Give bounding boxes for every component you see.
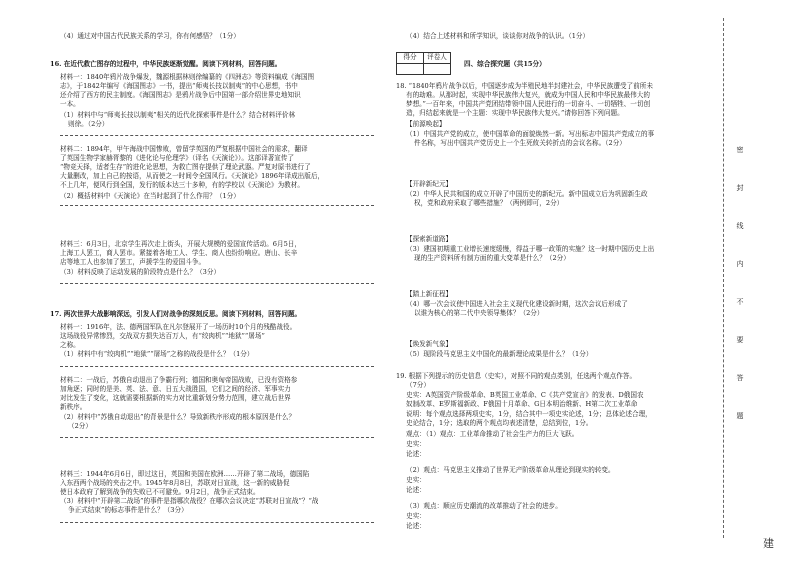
q17-m3-l1: 材料三：1944年6月6日，即过这日，英国和美国在欧洲……开辟了第二战场，德国陷: [60, 470, 310, 478]
q19-facts-l1: 史实：A英国资产阶级革命、B英国工业革命、C《共产党宣言》的发表、D俄国农: [406, 391, 644, 399]
q17-m3-l2: 入东西两个战场的夹击之中。1945年8月8日，苏联对日宣战，这一新的威胁促: [60, 479, 290, 487]
answer-line: [60, 283, 374, 284]
answer-line: [60, 205, 374, 206]
q19-view1-argue: 论述：: [406, 450, 426, 458]
q16-m1-l1: 材料一：1840年鸦片战争爆发，魏源根据林则徐编纂的《四洲志》等资料编成《海国图: [60, 73, 315, 81]
q17-2-l2: （2分）: [68, 422, 92, 430]
q16-m3-l3: 店等地工人也参加了罢工，声援学生的爱国斗争。: [60, 258, 206, 266]
q19-note-l2: 史论结合，1分；选取的两个观点均表述清楚，总结到位，1分。: [406, 419, 593, 427]
q19-view1-fact: 史实：: [406, 440, 426, 448]
q19-facts-l2: 奴制改革、E罗斯福新政、F俄国十月革命、G日本明治维新、H第二次工业革命: [406, 400, 638, 408]
q16-m3-l1: 材料三：6月3日，北京学生再次走上街头，开展大规模的爱国宣传活动。6月5日，: [60, 240, 301, 248]
q18-5: （5）现阶段马克思主义中国化的最新理论成果是什么？（1分）: [406, 350, 593, 358]
q17-m2-l4: 新秩序。: [60, 403, 87, 411]
q16-m2-l3: “物竞天择，适者生存”的进化论思想，为救亡图存提供了理论武器。严复对原书进行了: [60, 163, 311, 171]
q18-4-l1: （4）哪一次会议使中国进入社会主义现代化建设新时期，这次会议后形成了: [406, 300, 628, 308]
q18-h4: 【踏上新征程】: [406, 290, 453, 298]
answer-line: [60, 522, 374, 523]
q16-m1-l4: 一本。: [60, 100, 80, 108]
q19-view2-fact: 史实：: [406, 476, 426, 484]
answer-line: [60, 437, 374, 438]
q16-1-l1: （1）材料中与“师夷长技以制夷”相关的近代化探索事件是什么？结合材料评价林: [60, 111, 296, 119]
q18-h2: 【开辟新纪元】: [406, 180, 453, 188]
q18-2-l2: 权，党和政府采取了哪些措施？（两例即可，2分）: [414, 199, 564, 207]
q15-4: （4）通过对中国古代民族关系的学习，你有何感悟？（1分）: [60, 32, 240, 40]
seal-char: 不: [736, 298, 744, 306]
q16-m2-l4: 大量删改，加上自己的按语，从而使之一时间令全国风行。《天演论》1896年译成出版后，: [60, 172, 325, 180]
q18-1-l1: （1）中国共产党的成立，使中国革命的面貌焕然一新。写出标志中国共产党成立的事: [406, 130, 655, 138]
q18-h5: 【焕发新气象】: [406, 340, 453, 348]
score-table: [396, 52, 451, 75]
q17-stem: 17. 两次世界大战影响深远，引发人们对战争的深刻反思。阅读下列材料，回答问题。: [50, 310, 302, 318]
seal-char: 答: [736, 374, 744, 382]
q19-view3-argue: 论述：: [406, 522, 426, 530]
q18-h3: 【探索新道路】: [406, 235, 453, 243]
q16-stem: 16. 在近代救亡图存的过程中，中华民族逐渐觉醒。阅读下列材料，回答问题。: [50, 60, 282, 68]
answer-line: [60, 366, 374, 367]
section-four-heading: 四、综合探究题（共15分）: [464, 60, 546, 68]
q18-4-l2: 以谁为核心的第二代中央领导集体？（2分）: [414, 309, 544, 317]
q19-view2: （2）观点：马克思主义推动了世界无产阶级革命从理论到现实的转变。: [406, 466, 615, 474]
grader-cell: [424, 64, 451, 75]
binding-line: [723, 18, 724, 538]
q16-m2-l5: 不上几年，便风行到全国，发行的版本达三十多种，有的学校以《天演论》为教材。: [60, 181, 304, 189]
q16-1-l2: 则徐。（2分）: [68, 120, 109, 128]
seal-char: 内: [736, 260, 744, 268]
q18-2-l1: （2）中华人民共和国的成立开辟了中国历史的新纪元。新中国成立后为巩固新生政: [406, 190, 648, 198]
q17-m1-l2: 这场战役异常惨烈，交战双方损失达百万人，有“绞肉机”“地狱”“屠场”: [60, 332, 265, 340]
q17-m3-l3: 使日本政府了解到战争的失败已不可避免。9月2日，战争正式结束。: [60, 488, 260, 496]
q17-m1-l1: 材料一：1916年，法、德两国军队在凡尔登展开了一场历时10个月的残酷战役。: [60, 323, 297, 331]
seal-char: 题: [736, 412, 744, 420]
q19-view2-argue: 论述：: [406, 486, 426, 494]
q16-3: （3）材料反映了运动发展的阶段特点是什么？（3分）: [60, 268, 221, 276]
q17-m2-l2: 加角逐；同时的是美、英、法、意、日五大战胜国，它们之间的经济、军事实力: [60, 385, 291, 393]
q17-1: （1）材料中有“绞肉机”“地狱”“屠场”之称的战役是什么？（1分）: [60, 350, 254, 358]
q17-m2-l1: 材料二：一战后，苏俄自动退出了争霸行列；德国和奥匈帝国战败，已没有资格参: [60, 376, 298, 384]
q18-l1: 18. “1840年鸦片战争以后，中国逐步成为半殖民地半封建社会，中华民族遭受了前所未: [396, 82, 653, 90]
q17-3-l2: 争正式结束”的标志事件是什么？（3分）: [68, 506, 188, 514]
seal-char: 要: [736, 336, 744, 344]
q19-view1: 观点：（1）观点：工业革命推动了社会生产力的巨大飞跃。: [406, 430, 579, 438]
seal-char: 封: [736, 184, 744, 192]
q18-l4: 造，归结起来就是一个主题：实现中华民族伟大复兴。”请你回答下列问题。: [406, 109, 624, 117]
answer-line: [60, 135, 374, 136]
q19-score: （7分）: [406, 381, 430, 389]
grader-label: 评卷人: [424, 53, 451, 64]
q17-2-l1: （2）材料中“苏俄自动退出”的背景是什么？导致新秩序形成的根本原因是什么？: [60, 413, 296, 421]
q16-m1-l3: 还介绍了西方的民主制度。《海国图志》是鸦片战争后中国第一部介绍世界史地知识: [60, 91, 301, 99]
q16-m2-l2: 了英国生物学家赫胥黎的《进化论与伦理学》（译名《天演论》）。这部译著宣传了: [60, 154, 295, 162]
q17-m1-l3: 之称。: [60, 341, 80, 349]
seal-char: 线: [736, 222, 744, 230]
q17-3-l1: （3）材料中“开辟第二战场”的事件是指哪次战役？在哪次会议决定“苏联对日宣战”？“战: [60, 497, 319, 505]
q16-m2-l1: 材料二：1894年，甲午海战中国惨败，曾留学英国的严复根据中国社会的需求，翻译: [60, 145, 308, 153]
seal-char: 密: [736, 146, 744, 154]
q18-l2: 有的劫难。从那时起，实现中华民族伟大复兴，就成为中国人民和中华民族最伟大的: [406, 91, 650, 99]
q18-3-l2: 现的生产资料所有制方面的重大变革是什么？（2分）: [414, 254, 570, 262]
q18-h1: 【前源唤起】: [406, 120, 446, 128]
q19-note-l1: 说明：每个观点选择两项史实，1分，结合其中一项史实论述，1分；总体论述合理，: [406, 410, 652, 418]
corner-char: 建: [763, 537, 774, 550]
q19-view3: （3）观点：顺应历史潮流的改革推动了社会的进步。: [406, 502, 562, 510]
q18-1-l2: 件名称，写出中国共产党历史上一个生死攸关转折点的会议名称。（2分）: [414, 139, 626, 147]
q18-l3: 梦想。”一百年来，中国共产党团结带领中国人民进行的一切奋斗、一切牺牲、一切创: [406, 100, 651, 108]
q17-4: （4）结合上述材料和所学知识，谈谈你对战争的认识。（1分）: [406, 32, 590, 40]
score-label: 得分: [397, 53, 424, 64]
q16-m3-l2: 上海工人罢工，商人罢市。紧接着各地工人、学生、商人也纷纷响应。唐山、长辛: [60, 249, 298, 257]
q18-3-l1: （3）建国初期重工业增长速度缓慢，得益于哪一政策的实施？这一时期中国历史上出: [406, 245, 655, 253]
score-cell: [397, 64, 424, 75]
q19-view3-fact: 史实：: [406, 512, 426, 520]
q16-2: （2）概括材料中《天演论》在当时起到了什么作用？（1分）: [60, 192, 240, 200]
q19-stem: 19. 根据下列提示的历史信息（史实），对照不同的观点类别，任选两个观点作答。: [396, 372, 637, 380]
q17-m2-l3: 对比发生了变化，这就需要根据新的实力对比重新划分势力范围，建立战后世界: [60, 394, 291, 402]
q16-m1-l2: 志》，于1842年编写《海国图志》一书，提出“师夷长技以制夷”的中心思想，书中: [60, 82, 298, 90]
